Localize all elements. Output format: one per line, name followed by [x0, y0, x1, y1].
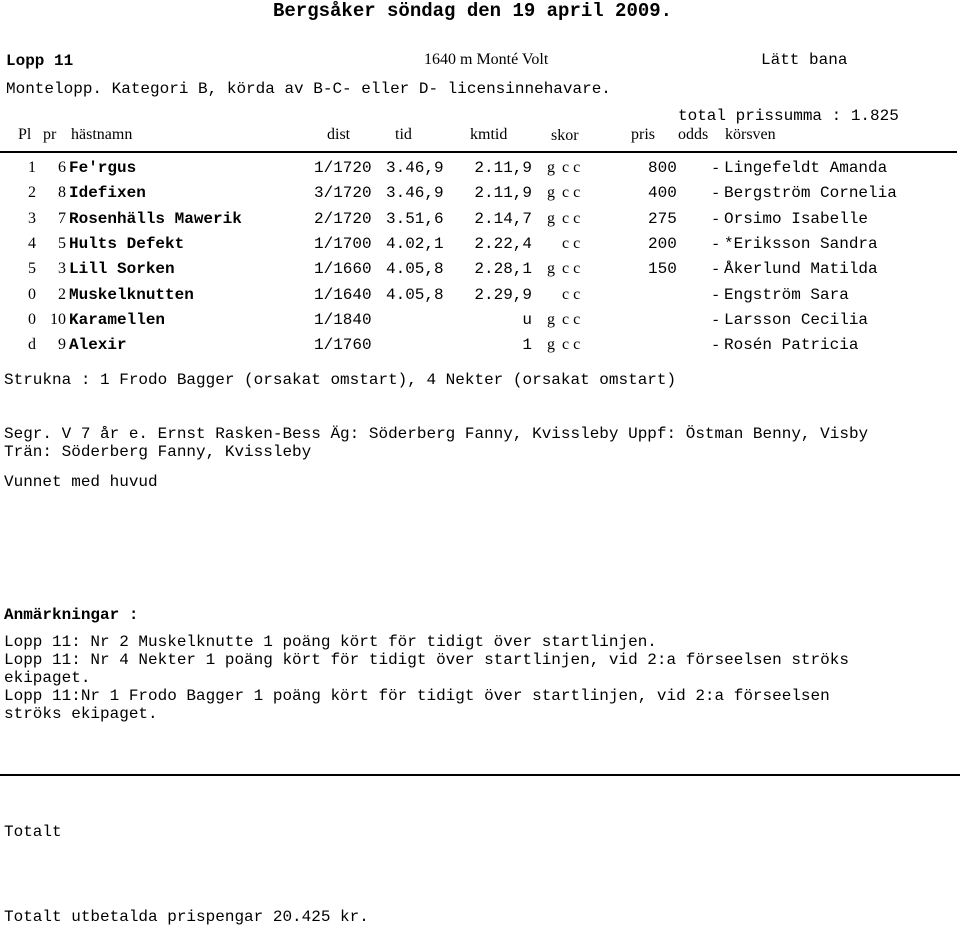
- cell-horse: Karamellen: [69, 310, 166, 329]
- winner-info-line1: Segr. V 7 år e. Ernst Rasken-Bess Äg: Söderberg Fanny, Kvissleby Uppf: Östman Benny, Visby: [4, 425, 869, 443]
- col-header-kmtid: kmtid: [470, 126, 508, 143]
- race-distance-type: 1640 m Monté Volt: [424, 51, 549, 68]
- cell-skor-g: g: [547, 209, 555, 227]
- cell-skor-g: g: [547, 184, 555, 202]
- race-description: Montelopp. Kategori B, körda av B-C- eller D- licensinnehavare.: [6, 80, 611, 98]
- cell-dist: 1/1720: [314, 159, 372, 177]
- cell-pl: 3: [28, 209, 36, 227]
- col-header-dist: dist: [327, 126, 351, 143]
- col-header-driver: körsven: [725, 126, 776, 143]
- cell-pr: 6: [58, 159, 66, 176]
- cell-skor-c: c c: [562, 336, 581, 354]
- cell-skor-c: c c: [562, 184, 581, 202]
- track-condition: Lätt bana: [761, 51, 848, 69]
- cell-odds: -: [713, 285, 719, 303]
- cell-tid: 4.02,1: [386, 234, 444, 253]
- cell-kmtid: 2.22,4: [474, 234, 532, 253]
- cell-tid: 3.51,6: [386, 209, 444, 228]
- scratched-line: Strukna : 1 Frodo Bagger (orsakat omstart), 4 Nekter (orsakat omstart): [4, 371, 677, 389]
- col-header-pl: Pl: [18, 126, 32, 143]
- cell-horse: Muskelknutten: [69, 285, 194, 304]
- remark-line: ströks ekipaget.: [4, 705, 158, 723]
- cell-skor-c: c c: [562, 159, 581, 176]
- col-header-pris: pris: [631, 126, 655, 143]
- cell-horse: Alexir: [69, 336, 127, 355]
- remark-line: Lopp 11:Nr 1 Frodo Bagger 1 poäng kört för tidigt över startlinjen, vid 2:a förseelsen: [4, 687, 830, 705]
- cell-odds: -: [713, 260, 719, 278]
- cell-pr: 9: [58, 336, 66, 354]
- cell-horse: Fe'rgus: [69, 159, 137, 177]
- winner-margin: Vunnet med huvud: [4, 473, 158, 491]
- remarks-heading: Anmärkningar :: [4, 606, 139, 624]
- cell-pris: 800: [648, 159, 677, 177]
- cell-tid: 3.46,9: [386, 184, 444, 203]
- cell-horse: Hults Defekt: [69, 234, 185, 253]
- cell-pr: 2: [58, 285, 66, 303]
- cell-pr: 3: [58, 260, 66, 278]
- col-header-horse: hästnamn: [71, 126, 133, 143]
- cell-dist: 1/1640: [314, 285, 372, 304]
- remark-line: Lopp 11: Nr 2 Muskelknutte 1 poäng kört för tidigt över startlinjen.: [4, 633, 657, 651]
- cell-skor-c: c c: [562, 260, 581, 278]
- page-title: Bergsåker söndag den 19 april 2009.: [273, 0, 673, 22]
- cell-tid: 3.46,9: [386, 159, 444, 177]
- cell-pr: 10: [50, 310, 66, 328]
- cell-kmtid: 1: [522, 336, 532, 355]
- cell-odds: -: [713, 234, 719, 252]
- cell-dist: 1/1660: [314, 260, 372, 279]
- cell-skor-c: c c: [562, 310, 581, 328]
- cell-tid: 4.05,8: [386, 260, 444, 279]
- cell-horse: Lill Sorken: [69, 260, 175, 279]
- cell-pl: d: [28, 336, 36, 354]
- cell-kmtid: 2.14,7: [474, 209, 532, 228]
- cell-horse: Rosenhälls Mawerik: [69, 209, 242, 228]
- cell-skor-c: c c: [562, 234, 581, 252]
- cell-driver: Engström Sara: [724, 285, 849, 304]
- cell-skor-g: g: [547, 310, 555, 328]
- cell-dist: 3/1720: [314, 184, 372, 203]
- cell-skor-c: c c: [562, 209, 581, 227]
- cell-driver: Lingefeldt Amanda: [724, 159, 888, 177]
- cell-dist: 1/1700: [314, 234, 372, 253]
- cell-odds: -: [713, 159, 719, 176]
- cell-driver: *Eriksson Sandra: [724, 234, 878, 253]
- cell-driver: Bergström Cornelia: [724, 184, 897, 203]
- cell-odds: -: [713, 336, 719, 354]
- header-rule: [0, 151, 957, 153]
- cell-kmtid: u: [522, 310, 532, 329]
- cell-tid: 4.05,8: [386, 285, 444, 304]
- cell-pl: 5: [28, 260, 36, 278]
- cell-skor-g: g: [547, 260, 555, 278]
- cell-skor-g: g: [547, 336, 555, 354]
- remark-line: ekipaget.: [4, 669, 91, 687]
- cell-odds: -: [713, 209, 719, 227]
- cell-pl: 4: [28, 234, 36, 252]
- cell-odds: -: [713, 184, 719, 202]
- cell-pl: 2: [28, 184, 36, 202]
- race-name: Lopp 11: [6, 52, 74, 70]
- cell-pl: 1: [28, 159, 36, 176]
- cell-pr: 8: [58, 184, 66, 202]
- cell-odds: -: [713, 310, 719, 328]
- remark-line: Lopp 11: Nr 4 Nekter 1 poäng kört för tidigt över startlinjen, vid 2:a förseelsen ströks: [4, 651, 849, 669]
- cell-pl: 0: [28, 310, 36, 328]
- cell-dist: 1/1760: [314, 336, 372, 355]
- cell-pris: 275: [648, 209, 677, 228]
- cell-pr: 7: [58, 209, 66, 227]
- totals-heading: Totalt: [4, 823, 62, 841]
- cell-dist: 1/1840: [314, 310, 372, 329]
- cell-kmtid: 2.28,1: [474, 260, 532, 279]
- totals-rule: [0, 774, 960, 776]
- cell-kmtid: 2.29,9: [474, 285, 532, 304]
- cell-skor-g: g: [547, 159, 555, 176]
- total-prize: total prissumma : 1.825: [678, 107, 899, 125]
- col-header-odds: odds: [678, 126, 709, 143]
- winner-info-line2: Trän: Söderberg Fanny, Kvissleby: [4, 443, 312, 461]
- col-header-pr: pr: [43, 126, 57, 143]
- cell-kmtid: 2.11,9: [474, 184, 532, 203]
- cell-pr: 5: [58, 234, 66, 252]
- cell-driver: Larsson Cecilia: [724, 310, 869, 329]
- cell-horse: Idefixen: [69, 184, 146, 203]
- cell-pris: 400: [648, 184, 677, 203]
- cell-dist: 2/1720: [314, 209, 372, 228]
- cell-pris: 200: [648, 234, 677, 253]
- cell-kmtid: 2.11,9: [474, 159, 532, 177]
- col-header-tid: tid: [395, 126, 412, 143]
- col-header-skor: skor: [551, 127, 579, 144]
- cell-pris: 150: [648, 260, 677, 279]
- cell-pl: 0: [28, 285, 36, 303]
- cell-driver: Rosén Patricia: [724, 336, 859, 355]
- cell-driver: Åkerlund Matilda: [724, 260, 878, 279]
- cell-driver: Orsimo Isabelle: [724, 209, 869, 228]
- cell-skor-c: c c: [562, 285, 581, 303]
- totals-payout: Totalt utbetalda prispengar 20.425 kr.: [4, 908, 369, 926]
